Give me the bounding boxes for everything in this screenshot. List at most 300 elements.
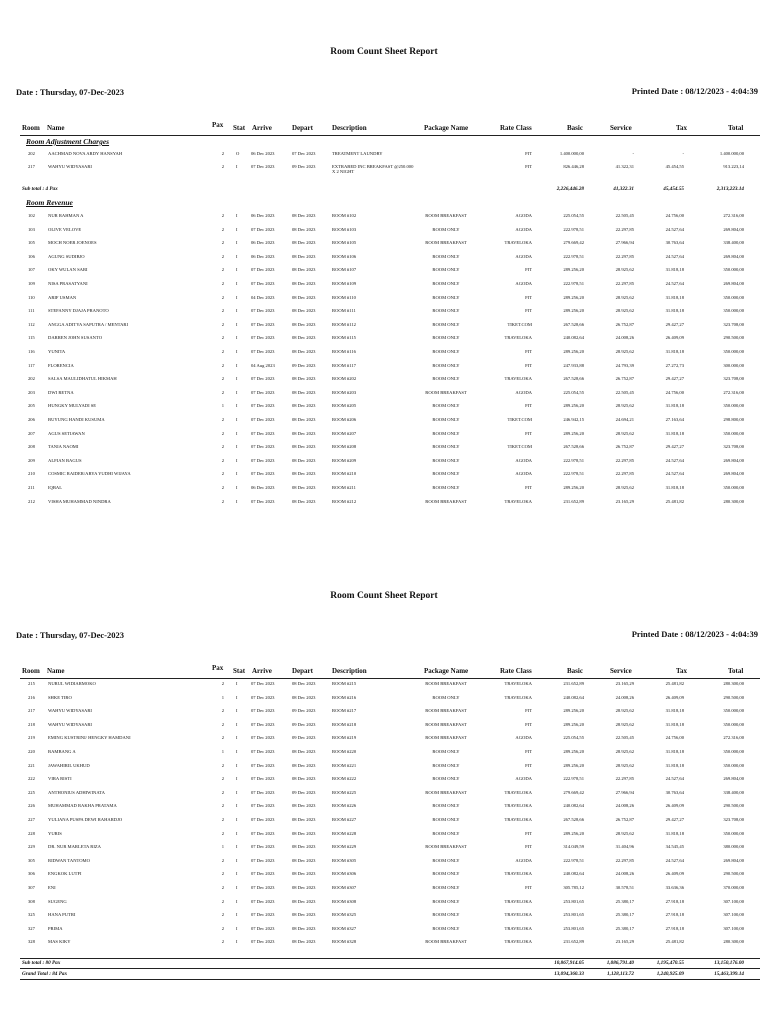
room-number: 226 bbox=[28, 803, 35, 809]
arrive-date: 07 Dec 2023 bbox=[251, 844, 275, 850]
basic-amount: 231.652,89 bbox=[563, 939, 584, 945]
pax-count: 2 bbox=[221, 294, 224, 300]
room-number: 117 bbox=[28, 362, 35, 368]
basic-amount: 289.256,20 bbox=[563, 267, 584, 273]
room-number: 216 bbox=[28, 694, 35, 700]
pax-count: 2 bbox=[221, 240, 224, 246]
guest-name: NISA PRASATYANI bbox=[48, 281, 88, 286]
guest-name: OLIVE VELOVE bbox=[48, 226, 82, 232]
service-amount: 22.297,85 bbox=[615, 226, 634, 232]
service-amount: 26.752,87 bbox=[615, 321, 634, 327]
report-date-p2: Date : Thursday, 07-Dec-2023 bbox=[16, 630, 124, 640]
status: I bbox=[236, 912, 238, 918]
service-amount: 28.925,62 bbox=[615, 308, 634, 314]
tax-amount: 31.818,18 bbox=[665, 403, 684, 409]
rate-class: TIKET.COM bbox=[507, 417, 532, 422]
description: ROOM #110 bbox=[332, 294, 356, 300]
service-amount: 41.322,31 bbox=[615, 164, 634, 169]
pax-count: 2 bbox=[221, 817, 224, 822]
depart-date: 08 Dec 2023 bbox=[292, 471, 316, 477]
service-amount: 24.008,26 bbox=[615, 694, 634, 700]
guest-name: PRIMA bbox=[48, 925, 63, 931]
guest-name: STEFANNY DJAJA PRANOTO bbox=[48, 308, 109, 314]
guest-name: RIDWAN TANTOMO bbox=[48, 857, 90, 863]
room-number: 219 bbox=[28, 735, 35, 741]
status: I bbox=[236, 389, 238, 395]
col-total: Total bbox=[728, 124, 744, 132]
arrive-date: 07 Dec 2023 bbox=[251, 708, 275, 714]
pax-count: 2 bbox=[221, 417, 224, 422]
total-amount: 300.000,00 bbox=[723, 362, 744, 368]
basic-amount: 289.256,20 bbox=[563, 403, 584, 409]
tax-amount: 29.427,27 bbox=[665, 376, 684, 382]
total-amount: 269.804,00 bbox=[723, 776, 744, 782]
room-number: 220 bbox=[28, 749, 35, 754]
package-name: ROOM ONLY bbox=[432, 925, 460, 931]
col-depart: Depart bbox=[292, 124, 313, 132]
guest-name: DR. NUR MARLETA RIZA bbox=[48, 844, 101, 850]
col-arrive: Arrive bbox=[252, 667, 272, 675]
total-amount: 290.500,00 bbox=[723, 871, 744, 877]
arrive-date: 04 Dec 2023 bbox=[251, 294, 275, 300]
room-number: 107 bbox=[28, 267, 35, 273]
room-number: 208 bbox=[28, 444, 35, 450]
service-amount: 22.505,45 bbox=[615, 389, 634, 395]
guest-name: ENGKOK LUTFI bbox=[48, 871, 82, 877]
guest-name: EMING KUSTRINI/ HENGKY HAMDANI bbox=[48, 735, 131, 741]
status: I bbox=[236, 213, 238, 218]
col-pax: Pax bbox=[212, 121, 224, 129]
pax-count: 1 bbox=[221, 749, 224, 754]
basic-amount: 289.256,20 bbox=[563, 721, 584, 727]
status: I bbox=[236, 498, 238, 504]
description: ROOM #111 bbox=[332, 308, 356, 314]
room-number: 103 bbox=[28, 226, 35, 232]
status: I bbox=[236, 349, 238, 354]
col-rate-class: Rate Class bbox=[500, 124, 532, 132]
tax-amount: 24.527,64 bbox=[665, 471, 684, 477]
package-name: ROOM BREAKFAST bbox=[425, 735, 467, 741]
depart-date: 08 Dec 2023 bbox=[292, 444, 316, 450]
total-amount: 338.400,00 bbox=[723, 789, 744, 795]
guest-name: JAWAHIRIL UKHUD bbox=[48, 762, 90, 768]
status: I bbox=[236, 403, 238, 409]
total-amount: 272.316,00 bbox=[723, 389, 744, 395]
pax-count: 2 bbox=[221, 267, 224, 273]
basic-amount: 253.801,65 bbox=[563, 925, 584, 931]
status: I bbox=[236, 694, 238, 700]
service-amount: 28.925,62 bbox=[615, 267, 634, 273]
package-name: ROOM BREAKFAST bbox=[425, 240, 467, 246]
rate-class: FIT bbox=[525, 267, 532, 273]
description: ROOM #222 bbox=[332, 776, 357, 782]
package-name: ROOM ONLY bbox=[432, 871, 460, 877]
room-number: 106 bbox=[28, 253, 35, 259]
service-amount: 28.925,62 bbox=[615, 830, 634, 836]
grandtotal-service: 1,128,113.72 bbox=[607, 971, 634, 977]
pax-count: 2 bbox=[221, 471, 224, 477]
room-number: 228 bbox=[28, 830, 35, 836]
depart-date: 08 Dec 2023 bbox=[292, 912, 316, 918]
subtotal-label: Sub total : 80 Pax bbox=[22, 960, 61, 966]
package-name: ROOM ONLY bbox=[432, 749, 460, 754]
tax-amount: 45.454,55 bbox=[665, 164, 684, 169]
col-tax: Tax bbox=[676, 667, 688, 675]
arrive-date: 07 Dec 2023 bbox=[251, 281, 275, 286]
basic-amount: 289.256,20 bbox=[563, 708, 584, 714]
total-amount: 350.000,00 bbox=[723, 403, 744, 409]
package-name: ROOM ONLY bbox=[432, 267, 460, 273]
total-amount: 350.000,00 bbox=[723, 762, 744, 768]
pax-count: 2 bbox=[221, 912, 224, 918]
description: ROOM #225 bbox=[332, 789, 357, 795]
service-amount: 28.925,62 bbox=[615, 762, 634, 768]
status: I bbox=[236, 457, 238, 463]
tax-amount: 31.818,18 bbox=[665, 762, 684, 768]
package-name: ROOM ONLY bbox=[432, 294, 460, 300]
tax-amount: 24.527,64 bbox=[665, 457, 684, 463]
col-description: Description bbox=[332, 667, 367, 675]
room-number: 116 bbox=[28, 349, 35, 354]
package-name: ROOM ONLY bbox=[432, 417, 460, 422]
rate-class: AGODA bbox=[515, 471, 532, 477]
col-total: Total bbox=[728, 667, 744, 675]
subtotal-total: 13,150,176.00 bbox=[714, 960, 744, 966]
pax-count: 2 bbox=[221, 871, 224, 877]
service-amount: 27.966,94 bbox=[615, 789, 634, 795]
subtotal-basic: 10,867,914.05 bbox=[554, 960, 584, 966]
package-name: ROOM ONLY bbox=[432, 321, 460, 327]
package-name: ROOM ONLY bbox=[432, 857, 460, 863]
depart-date: 09 Dec 2023 bbox=[292, 708, 316, 714]
tax-amount: 30.763,64 bbox=[665, 789, 684, 795]
package-name: ROOM ONLY bbox=[432, 471, 460, 477]
rate-class: FIT bbox=[525, 151, 532, 156]
depart-date: 08 Dec 2023 bbox=[292, 762, 316, 768]
status: I bbox=[236, 362, 238, 368]
basic-amount: 305.785,12 bbox=[563, 885, 584, 890]
room-number: 307 bbox=[28, 885, 35, 890]
tax-amount: - bbox=[682, 151, 684, 156]
guest-name: COSMIC RAIDER/ARYA YUDHI WIJAYA bbox=[48, 471, 131, 477]
status: I bbox=[236, 417, 238, 422]
basic-amount: 289.256,20 bbox=[563, 485, 584, 490]
total-amount: 323.708,00 bbox=[723, 817, 744, 822]
depart-date: 09 Dec 2023 bbox=[292, 789, 316, 795]
basic-amount: 279.669,42 bbox=[563, 789, 584, 795]
room-number: 112 bbox=[28, 321, 35, 327]
room-number: 218 bbox=[28, 721, 35, 727]
arrive-date: 06 Dec 2023 bbox=[251, 151, 275, 156]
package-name: ROOM ONLY bbox=[432, 308, 460, 314]
guest-name: ALFIAN BAGUS bbox=[48, 457, 82, 463]
description: ROOM #106 bbox=[332, 253, 357, 259]
subtotal-divider bbox=[20, 958, 760, 959]
guest-name: NURUL WIDIARMOKO bbox=[48, 681, 96, 686]
room-number: 229 bbox=[28, 844, 35, 850]
service-amount: 28.925,62 bbox=[615, 403, 634, 409]
package-name: ROOM BREAKFAST bbox=[425, 498, 467, 504]
pax-count: 2 bbox=[221, 281, 224, 286]
pax-count: 2 bbox=[221, 389, 224, 395]
arrive-date: 07 Dec 2023 bbox=[251, 403, 275, 409]
depart-date: 08 Dec 2023 bbox=[292, 335, 316, 341]
pax-count: 2 bbox=[221, 925, 224, 931]
guest-name: SUGENG bbox=[48, 898, 67, 904]
arrive-date: 06 Dec 2023 bbox=[251, 485, 275, 490]
section-title-revenue: Room Revenue bbox=[26, 198, 73, 207]
package-name: ROOM BREAKFAST bbox=[425, 789, 467, 795]
depart-date: 08 Dec 2023 bbox=[292, 376, 316, 382]
service-amount: 22.297,85 bbox=[615, 457, 634, 463]
description: ROOM #226 bbox=[332, 803, 357, 809]
basic-amount: 289.256,20 bbox=[563, 308, 584, 314]
pax-count: 2 bbox=[221, 857, 224, 863]
depart-date: 08 Dec 2023 bbox=[292, 240, 316, 246]
description: ROOM #115 bbox=[332, 335, 356, 341]
col-room: Room bbox=[22, 124, 40, 132]
guest-name: BUYUNG HANDI KUSUMA bbox=[48, 417, 105, 422]
depart-date: 08 Dec 2023 bbox=[292, 898, 316, 904]
arrive-date: 07 Dec 2023 bbox=[251, 321, 275, 327]
room-number: 105 bbox=[28, 240, 35, 246]
description: ROOM #220 bbox=[332, 749, 357, 754]
arrive-date: 06 Dec 2023 bbox=[251, 240, 275, 246]
tax-amount: 24.527,64 bbox=[665, 857, 684, 863]
room-number: 202 bbox=[28, 151, 35, 156]
description: ROOM #215 bbox=[332, 681, 357, 686]
package-name: ROOM ONLY bbox=[432, 281, 460, 286]
basic-amount: 240.082,64 bbox=[563, 335, 584, 341]
package-name: ROOM ONLY bbox=[432, 912, 460, 918]
total-amount: 290.500,00 bbox=[723, 335, 744, 341]
package-name: ROOM BREAKFAST bbox=[425, 681, 467, 686]
rate-class: FIT bbox=[525, 430, 532, 436]
pax-count: 2 bbox=[221, 213, 224, 218]
basic-amount: 231.652,89 bbox=[563, 498, 584, 504]
guest-name: TANIA NAOMI bbox=[48, 444, 79, 450]
arrive-date: 07 Dec 2023 bbox=[251, 762, 275, 768]
subtotal-total: 2,313,223.14 bbox=[716, 186, 744, 192]
service-amount: 28.925,62 bbox=[615, 749, 634, 754]
col-name: Name bbox=[47, 667, 65, 675]
description: ROOM #212 bbox=[332, 498, 357, 504]
pax-count: 1 bbox=[221, 403, 224, 409]
status: I bbox=[236, 376, 238, 382]
room-number: 110 bbox=[28, 294, 35, 300]
pax-count: 2 bbox=[221, 681, 224, 686]
rate-class: TRAVELOKA bbox=[504, 240, 532, 246]
arrive-date: 07 Dec 2023 bbox=[251, 430, 275, 436]
basic-amount: 222.978,51 bbox=[563, 471, 584, 477]
package-name: ROOM ONLY bbox=[432, 376, 460, 382]
status: I bbox=[236, 308, 238, 314]
depart-date: 08 Dec 2023 bbox=[292, 253, 316, 259]
arrive-date: 07 Dec 2023 bbox=[251, 857, 275, 863]
description: ROOM #216 bbox=[332, 694, 357, 700]
tax-amount: 31.818,18 bbox=[665, 430, 684, 436]
arrive-date: 04 Aug 2023 bbox=[251, 362, 275, 368]
basic-amount: 222.978,51 bbox=[563, 457, 584, 463]
depart-date: 08 Dec 2023 bbox=[292, 349, 316, 354]
status: I bbox=[236, 721, 238, 727]
subtotal-service: 1,086,791.40 bbox=[606, 960, 634, 966]
total-amount: 272.316,00 bbox=[723, 213, 744, 218]
status: I bbox=[236, 939, 238, 945]
tax-amount: 26.409,09 bbox=[665, 871, 684, 877]
col-room: Room bbox=[22, 667, 40, 675]
depart-date: 08 Dec 2023 bbox=[292, 871, 316, 877]
total-amount: 1.400.000,00 bbox=[719, 151, 744, 156]
col-basic: Basic bbox=[567, 124, 583, 132]
service-amount: 25.380,17 bbox=[615, 925, 634, 931]
total-amount: 307.100,00 bbox=[723, 912, 744, 918]
total-amount: 380.000,00 bbox=[723, 844, 744, 850]
rate-class: TRAVELOKA bbox=[504, 925, 532, 931]
total-amount: 350.000,00 bbox=[723, 308, 744, 314]
service-amount: 22.297,85 bbox=[615, 857, 634, 863]
depart-date: 08 Dec 2023 bbox=[292, 885, 316, 890]
pax-count: 2 bbox=[221, 151, 224, 156]
package-name: ROOM ONLY bbox=[432, 362, 460, 368]
section-title-adjustment: Room Adjustment Charges bbox=[26, 137, 110, 146]
total-amount: 370.000,00 bbox=[723, 885, 744, 890]
room-number: 102 bbox=[28, 213, 35, 218]
rate-class: FIT bbox=[525, 164, 532, 169]
depart-date: 08 Dec 2023 bbox=[292, 925, 316, 931]
subtotal-tax: 45,454.55 bbox=[663, 186, 684, 192]
arrive-date: 07 Dec 2023 bbox=[251, 735, 275, 741]
tax-amount: 31.818,18 bbox=[665, 267, 684, 273]
tax-amount: 31.818,18 bbox=[665, 749, 684, 754]
rate-class: TRAVELOKA bbox=[504, 335, 532, 341]
tax-amount: 31.818,18 bbox=[665, 485, 684, 490]
basic-amount: 826.446,28 bbox=[563, 164, 584, 169]
guest-name: MOCH NOER JOENOES bbox=[48, 240, 97, 246]
room-number: 205 bbox=[28, 403, 35, 409]
basic-amount: 267.528,66 bbox=[563, 376, 584, 382]
description: ROOM #307 bbox=[332, 885, 357, 890]
total-amount: 280.300,00 bbox=[723, 681, 744, 686]
rate-class: AGODA bbox=[515, 213, 532, 218]
room-number: 217 bbox=[28, 708, 35, 714]
description: ROOM #209 bbox=[332, 457, 357, 463]
status: I bbox=[236, 281, 238, 286]
tax-amount: 24.527,64 bbox=[665, 281, 684, 286]
col-description: Description bbox=[332, 124, 367, 132]
room-number: 115 bbox=[28, 335, 35, 341]
status: I bbox=[236, 681, 238, 686]
arrive-date: 07 Dec 2023 bbox=[251, 471, 275, 477]
guest-name: VISHA MUHAMMAD NINDRA bbox=[48, 498, 111, 504]
header-divider-p2 bbox=[20, 678, 760, 679]
pax-count: 2 bbox=[221, 430, 224, 436]
guest-name: WAHYU WIDYASARI bbox=[48, 721, 92, 727]
depart-date: 08 Dec 2023 bbox=[292, 485, 316, 490]
depart-date: 08 Dec 2023 bbox=[292, 803, 316, 809]
service-amount: 22.297,85 bbox=[615, 281, 634, 286]
status: I bbox=[236, 871, 238, 877]
total-amount: 350.000,00 bbox=[723, 708, 744, 714]
depart-date: 08 Dec 2023 bbox=[292, 281, 316, 286]
rate-class: FIT bbox=[525, 844, 532, 850]
rate-class: TRAVELOKA bbox=[504, 681, 532, 686]
description: ROOM #308 bbox=[332, 898, 357, 904]
package-name: ROOM ONLY bbox=[432, 335, 460, 341]
guest-name: AGUNG SUDIBJO bbox=[48, 253, 85, 259]
description: ROOM #202 bbox=[332, 376, 357, 382]
pax-count: 2 bbox=[221, 308, 224, 314]
arrive-date: 07 Dec 2023 bbox=[251, 376, 275, 382]
rate-class: FIT bbox=[525, 749, 532, 754]
service-amount: - bbox=[632, 151, 634, 156]
rate-class: AGODA bbox=[515, 389, 532, 395]
package-name: ROOM ONLY bbox=[432, 694, 460, 700]
package-name: ROOM BREAKFAST bbox=[425, 721, 467, 727]
service-amount: 28.925,62 bbox=[615, 708, 634, 714]
pax-count: 2 bbox=[221, 362, 224, 368]
tax-amount: 24.756,00 bbox=[665, 389, 684, 395]
basic-amount: 225.054,55 bbox=[563, 389, 584, 395]
depart-date: 08 Dec 2023 bbox=[292, 939, 316, 945]
description: ROOM #109 bbox=[332, 281, 357, 286]
status: I bbox=[236, 485, 238, 490]
package-name: ROOM ONLY bbox=[432, 403, 460, 409]
guest-name: DARREN JOHN SUSANTO bbox=[48, 335, 103, 341]
total-amount: 280.300,00 bbox=[723, 939, 744, 945]
description: ROOM #325 bbox=[332, 912, 357, 918]
total-amount: 350.000,00 bbox=[723, 349, 744, 354]
description: ROOM #217 bbox=[332, 708, 357, 714]
subtotal-basic: 2,226,446.28 bbox=[556, 186, 584, 192]
pax-count: 2 bbox=[221, 898, 224, 904]
col-pax: Pax bbox=[212, 664, 224, 672]
tax-amount: 27.918,18 bbox=[665, 898, 684, 904]
description: ROOM #227 bbox=[332, 817, 357, 822]
rate-class: FIT bbox=[525, 485, 532, 490]
guest-name: AACHMAD NOVA ARDY HANSYAH bbox=[48, 151, 123, 156]
room-number: 202 bbox=[28, 376, 35, 382]
service-amount: 24.008,26 bbox=[615, 335, 634, 341]
arrive-date: 07 Dec 2023 bbox=[251, 226, 275, 232]
package-name: ROOM ONLY bbox=[432, 830, 460, 836]
report-title: Room Count Sheet Report bbox=[330, 47, 438, 57]
rate-class: TRAVELOKA bbox=[504, 789, 532, 795]
status: I bbox=[236, 803, 238, 809]
arrive-date: 07 Dec 2023 bbox=[251, 335, 275, 341]
description: EXTRABED INC BREAKFAST @250.000 X 2 NIGHT bbox=[332, 164, 414, 175]
rate-class: AGODA bbox=[515, 776, 532, 782]
pax-count: 2 bbox=[221, 457, 224, 463]
status: I bbox=[236, 164, 238, 169]
arrive-date: 07 Dec 2023 bbox=[251, 871, 275, 877]
arrive-date: 07 Dec 2023 bbox=[251, 498, 275, 504]
rate-class: AGODA bbox=[515, 253, 532, 259]
pax-count: 2 bbox=[221, 498, 224, 504]
tax-amount: 33.636,36 bbox=[665, 885, 684, 890]
room-number: 305 bbox=[28, 857, 35, 863]
subtotal-tax: 1,195,470.55 bbox=[656, 960, 684, 966]
service-amount: 28.925,62 bbox=[615, 721, 634, 727]
arrive-date: 07 Dec 2023 bbox=[251, 898, 275, 904]
col-depart: Depart bbox=[292, 667, 313, 675]
tax-amount: 26.409,09 bbox=[665, 335, 684, 341]
subtotal-service: 41,322.31 bbox=[613, 186, 634, 192]
arrive-date: 06 Dec 2023 bbox=[251, 253, 275, 259]
package-name: ROOM ONLY bbox=[432, 226, 460, 232]
rate-class: TRAVELOKA bbox=[504, 912, 532, 918]
description: ROOM #102 bbox=[332, 213, 357, 218]
